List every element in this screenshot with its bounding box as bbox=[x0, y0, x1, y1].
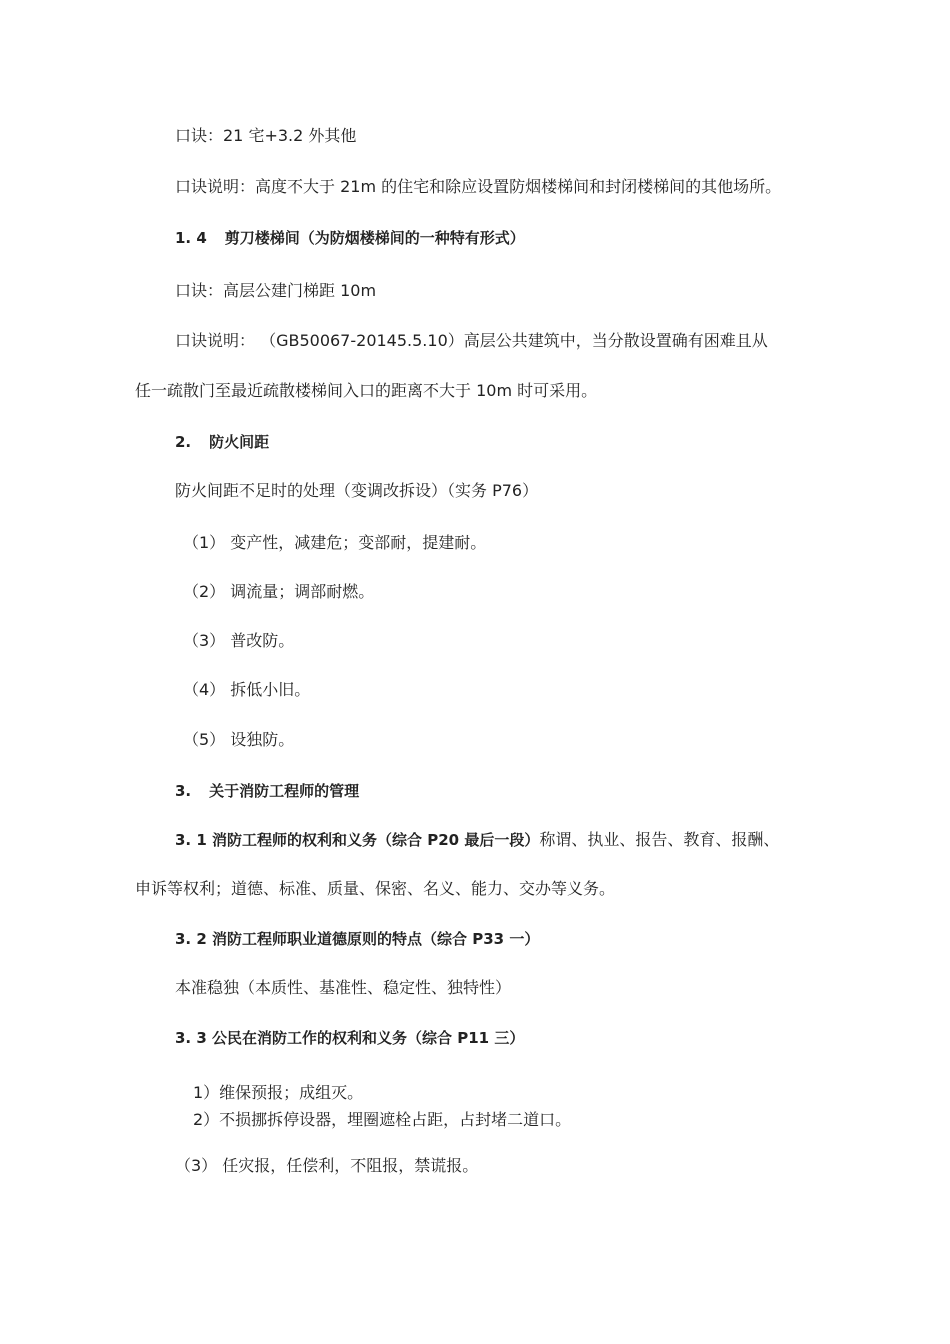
list-item: （4） 拆低小旧。 bbox=[183, 680, 311, 699]
mnemonic-explanation: 口诀说明：高度不大于 21m 的住宅和除应设置防烟楼梯间和封闭楼梯间的其他场所。 bbox=[175, 177, 782, 196]
section-number: 3. bbox=[175, 782, 192, 800]
mnemonic-text: 本准稳独（本质性、基准性、稳定性、独特性） bbox=[175, 978, 512, 997]
paragraph-text: 防火间距不足时的处理（变调改拆设）（实务 P76） bbox=[175, 481, 539, 500]
list-item: 2）不损挪拆停设器，埋圈遮栓占距，占封堵二道口。 bbox=[193, 1110, 572, 1129]
section-heading-1-4 bbox=[175, 227, 525, 249]
list-item: （3） 任灾报，任偿利，不阻报，禁谎报。 bbox=[175, 1156, 479, 1175]
section-title: 剪刀楼梯间（为防烟楼梯间的一种特有形式） bbox=[224, 229, 525, 247]
list-item: （2） 调流量；调部耐燃。 bbox=[183, 582, 375, 601]
mnemonic-text: 口诀：21 宅+3.2 外其他 bbox=[175, 126, 357, 145]
subsection-3-2: 3. 2 消防工程师职业道德原则的特点（综合 P33 一） bbox=[175, 930, 540, 948]
list-item: （1） 变产性，减建危；变部耐，提建耐。 bbox=[183, 533, 487, 552]
paragraph-continuation: 申诉等权利；道德、标准、质量、保密、名义、能力、交办等义务。 bbox=[135, 879, 616, 898]
subsection-title: 3. 1 消防工程师的权利和义务（综合 P20 最后一段） bbox=[175, 831, 540, 849]
mnemonic-explanation: 口诀说明： （GB50067-20145.5.10）高层公共建筑中，当分散设置确有困难且从 bbox=[175, 331, 768, 350]
section-title: 关于消防工程师的管理 bbox=[209, 782, 360, 800]
paragraph-continuation: 任一疏散门至最近疏散楼梯间入口的距离不大于 10m 时可采用。 bbox=[135, 381, 598, 400]
mnemonic-text: 口诀：高层公建门梯距 10m bbox=[175, 281, 377, 300]
section-heading-2 bbox=[175, 431, 269, 453]
list-item: （5） 设独防。 bbox=[183, 730, 295, 749]
list-item: 1）维保预报；成组灭。 bbox=[193, 1083, 364, 1102]
subsection-3-3: 3. 3 公民在消防工作的权利和义务（综合 P11 三） bbox=[175, 1029, 525, 1047]
section-number: 1. 4 bbox=[175, 229, 207, 247]
subsection-3-1 bbox=[175, 829, 779, 851]
section-number: 2. bbox=[175, 433, 192, 451]
section-heading-3 bbox=[175, 780, 359, 802]
subsection-text: 称谓、执业、报告、教育、报酬、 bbox=[539, 830, 780, 849]
section-title: 防火间距 bbox=[209, 433, 270, 451]
list-item: （3） 普改防。 bbox=[183, 631, 295, 650]
